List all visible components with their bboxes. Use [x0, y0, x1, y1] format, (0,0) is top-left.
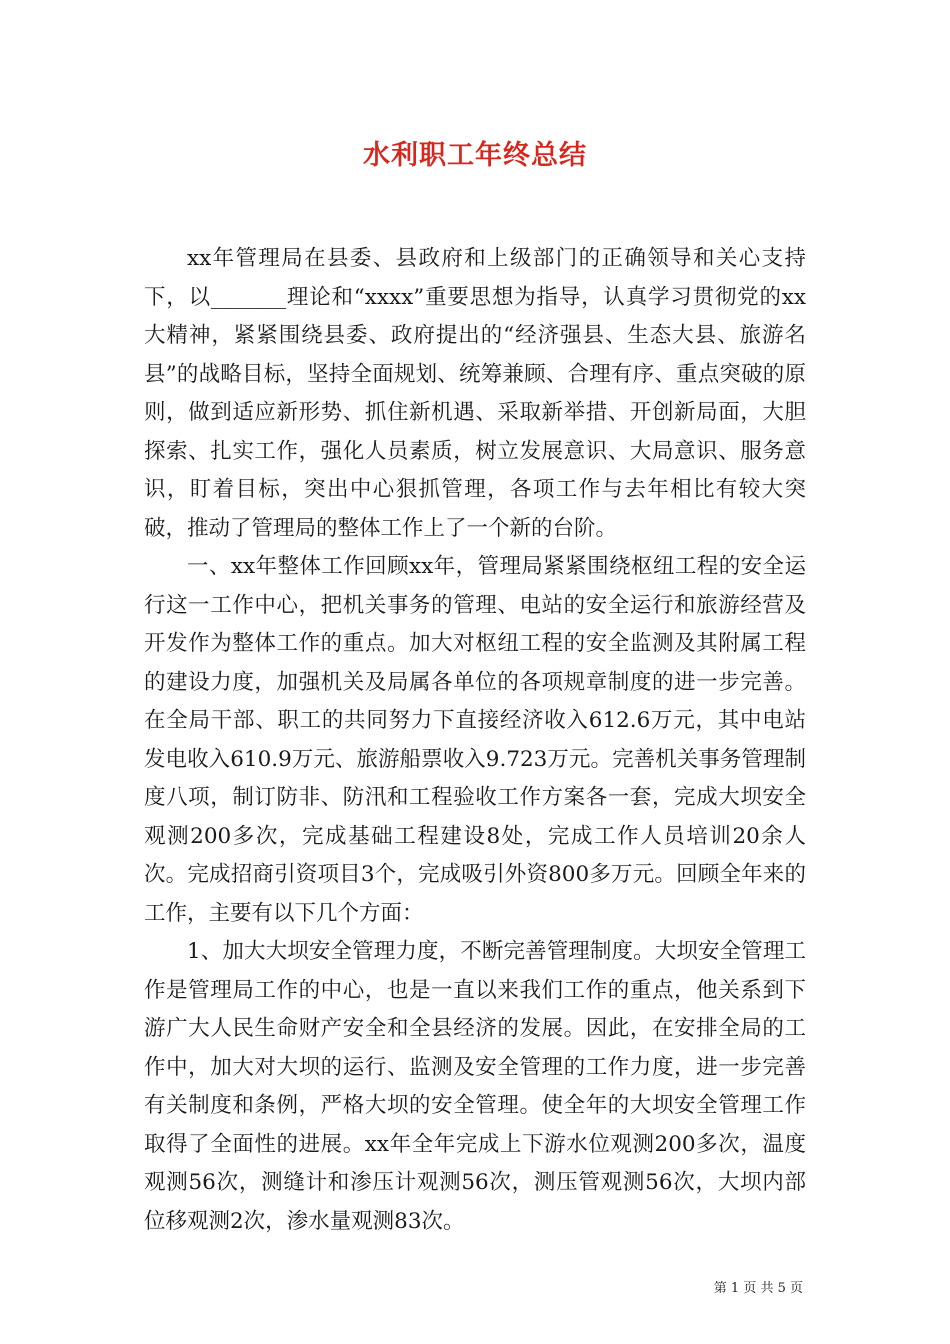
page-number-footer: 第 1 页 共 5 页 [713, 1281, 803, 1296]
document-title: 水利职工年终总结 [363, 140, 587, 171]
paragraph-intro: xx年管理局在县委、县政府和上级部门的正确领导和关心支持下，以_______理论和“xxxx”重要思想为指导，认真学习贯彻党的xx大精神，紧紧围绕县委、政府提出的“经济强县、生态大县、旅游名县”的战略目标，坚持全面规划、统筹兼顾、合理有序、重点突破的原则，做到适应新形势、抓住新机遇、采取新举措、开创新局面，大胆探索、扎实工作，强化人员素质，树立发展意识、大局意识、服务意识，盯着目标，突出中心狠抓管理，各项工作与去年相比有较大突破，推动了管理局的整体工作上了一个新的台阶。 [144, 246, 806, 541]
document-body [144, 240, 806, 1241]
paragraph-item-1: 1、加大大坝安全管理力度，不断完善管理制度。大坝安全管理工作是管理局工作的中心，也是一直以来我们工作的重点，他关系到下游广大人民生命财产安全和全县经济的发展。因此，在安排全局的工作中，加大对大坝的运行、监测及安全管理的工作力度，进一步完善有关制度和条例，严格大坝的安全管理。使全年的大坝安全管理工作取得了全面性的进展。xx年全年完成上下游水位观测200多次，温度观测56次，测缝计和渗压计观测56次，测压管观测56次，大坝内部位移观测2次，渗水量观测83次。 [144, 939, 806, 1234]
paragraph-section-1: 一、xx年整体工作回顾xx年，管理局紧紧围绕枢纽工程的安全运行这一工作中心，把机关事务的管理、电站的安全运行和旅游经营及开发作为整体工作的重点。加大对枢纽工程的安全监测及其附属工程的建设力度，加强机关及局属各单位的各项规章制度的进一步完善。在全局干部、职工的共同努力下直接经济收入612.6万元，其中电站发电收入610.9万元、旅游船票收入9.723万元。完善机关事务管理制度八项，制订防非、防汛和工程验收工作方案各一套，完成大坝安全观测200多次，完成基础工程建设8处，完成工作人员培训20余人次。完成招商引资项目3个，完成吸引外资800多万元。回顾全年来的工作，主要有以下几个方面： [144, 554, 806, 926]
